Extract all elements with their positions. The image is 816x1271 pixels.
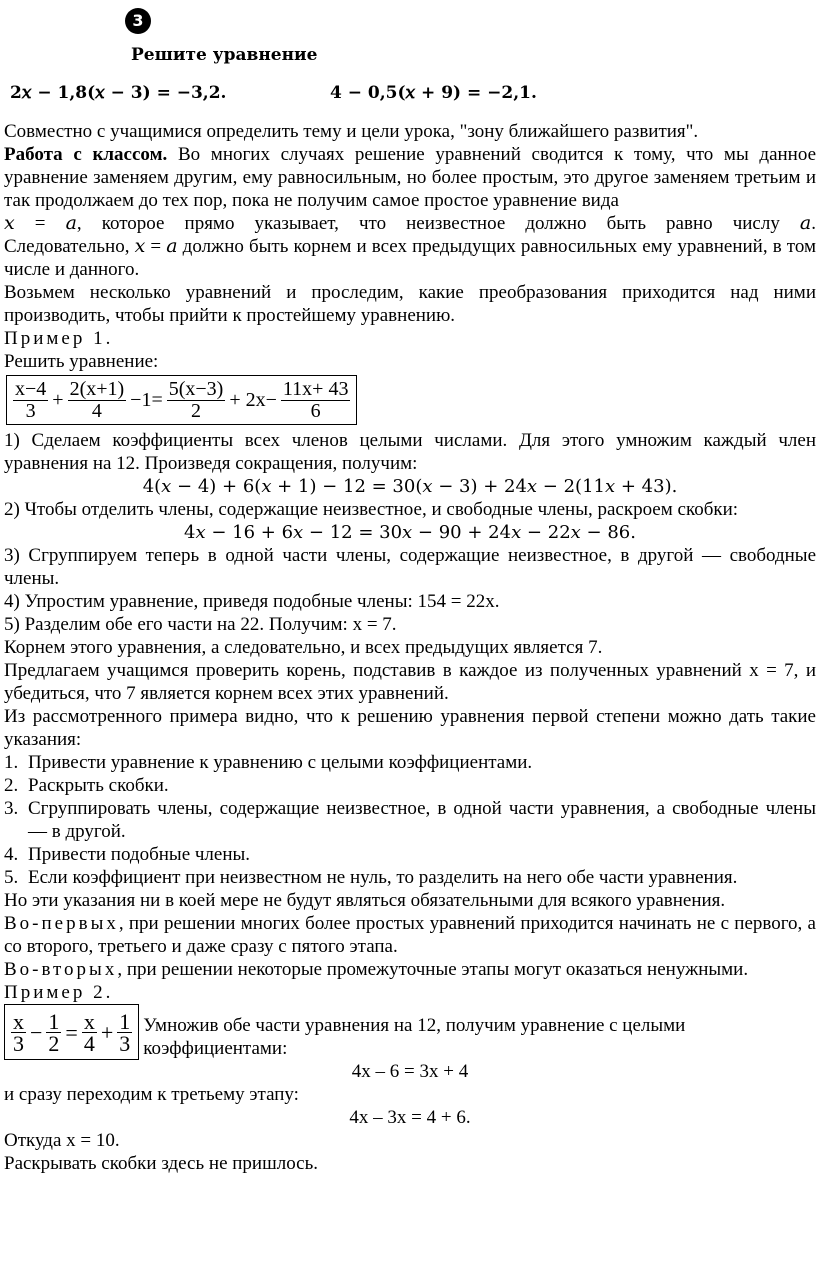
example-2-label: Пример 2. bbox=[4, 982, 114, 1003]
task-number-badge: 3 bbox=[125, 8, 151, 34]
list-item bbox=[4, 774, 816, 797]
list-item-number: 3. bbox=[4, 798, 19, 819]
first-text: , при решении многих более простых уравнений приходится начинать не с первого, а со второго, третьего и даже сразу с пятого этапа. bbox=[4, 913, 816, 957]
operator-plus: + bbox=[52, 388, 64, 411]
list-item-text: Привести подобные члены. bbox=[28, 844, 251, 865]
example-2-equation-box bbox=[4, 1004, 139, 1060]
fraction-4 bbox=[117, 1008, 132, 1056]
list-item bbox=[4, 797, 816, 843]
fraction-1-numerator: x bbox=[13, 1008, 24, 1034]
second-label: Во-вторых bbox=[4, 959, 118, 980]
example-1-solve: Решить уравнение: bbox=[4, 351, 159, 372]
example-2-equation-2: 4x – 3x = 4 + 6. bbox=[349, 1107, 471, 1128]
intro-paragraph: Совместно с учащимися определить тему и цели урока, "зону ближайшего развития". bbox=[4, 121, 699, 142]
example-2-text-1: Умножив обе части уравнения на 12, получим уравнение с целыми коэффициентами: bbox=[143, 1015, 686, 1059]
rules-note: Но эти указания ни в коей мере не будут являться обязательными для всякого уравнения. bbox=[4, 890, 726, 911]
second-paragraph bbox=[4, 958, 816, 981]
root-paragraph: Корнем этого уравнения, а следовательно, и всех предыдущих является 7. bbox=[4, 637, 603, 658]
step-3: 3) Сгруппируем теперь в одной части члены, содержащие неизвестное, в другой — свободные члены. bbox=[4, 545, 816, 589]
work-label: Работа с классом. bbox=[4, 144, 168, 165]
operator-minus: − bbox=[30, 1019, 43, 1045]
fraction-1 bbox=[13, 379, 48, 422]
example-2-text-2: и сразу переходим к третьему этапу: bbox=[4, 1084, 299, 1105]
fraction-1-denominator: 3 bbox=[13, 1030, 24, 1056]
task-equation-1: 2𝑥 − 1,8(𝑥 − 3) = −3,2. bbox=[10, 83, 227, 103]
example-2-final: Раскрывать скобки здесь не пришлось. bbox=[4, 1153, 319, 1174]
list-item-text: Сгруппировать члены, содержащие неизвестное, в одной части уравнения, а свободные члены — в другой. bbox=[28, 798, 816, 842]
fraction-4-denominator: 6 bbox=[310, 399, 321, 422]
list-item-number: 4. bbox=[4, 844, 19, 865]
document-body bbox=[4, 120, 816, 1175]
fraction-1-denominator: 3 bbox=[25, 399, 36, 422]
fraction-4-numerator: 1 bbox=[119, 1008, 131, 1034]
step-1: 1) Сделаем коэффициенты всех членов целыми числами. Для этого умножим каждый член уравнения на 12. Произведя сокращения, получим: bbox=[4, 430, 816, 474]
list-item-text: Привести уравнение к уравнению с целыми коэффициентами. bbox=[28, 752, 533, 773]
fraction-3-denominator: 4 bbox=[83, 1030, 95, 1056]
fraction-3-numerator: 5(x−3) bbox=[168, 377, 224, 400]
example-1-equation bbox=[6, 375, 816, 425]
list-item-text: Если коэффициент при неизвестном не нуль, то разделить на него обе части уравнения. bbox=[28, 867, 738, 888]
work-text-1: Во многих случаях решение уравнений сводится к тому, что мы данное уравнение заменяем другим, ему равносильным, но более простым, это другое заменяем третьим и так продолжаем до тех пор, пока не получим самое простое уравнение вида bbox=[4, 144, 816, 211]
fraction-4-numerator: 11x+ 43 bbox=[282, 377, 349, 400]
rules-intro: Из рассмотренного примера видно, что к решению уравнения первой степени можно дать такие указания: bbox=[4, 706, 816, 750]
fraction-3-numerator: x bbox=[83, 1008, 95, 1034]
list-item bbox=[4, 843, 816, 866]
task-title: Решите уравнение bbox=[131, 45, 318, 65]
step-1-equation: 4(𝑥 − 4) + 6(𝑥 + 1) − 12 = 30(𝑥 − 3) + 24𝑥 − 2(11𝑥 + 43). bbox=[142, 476, 678, 497]
first-paragraph bbox=[4, 912, 816, 958]
fraction-3 bbox=[167, 379, 226, 422]
fraction-2-numerator: 2(x+1) bbox=[69, 377, 125, 400]
step-2: 2) Чтобы отделить члены, содержащие неизвестное, и свободные члены, раскроем скобки: bbox=[4, 499, 739, 520]
list-item bbox=[4, 751, 816, 774]
example-2-equation-1: 4x – 6 = 3x + 4 bbox=[351, 1061, 469, 1082]
list-item-text: Раскрыть скобки. bbox=[28, 775, 169, 796]
fraction-3-denominator: 2 bbox=[191, 399, 202, 422]
fraction-4 bbox=[281, 379, 351, 422]
check-paragraph: Предлагаем учащимся проверить корень, подставив в каждое из полученных уравнений x = 7, и убедиться, что 7 является корнем всех этих уравнений. bbox=[4, 660, 816, 704]
fraction-4-denominator: 3 bbox=[119, 1030, 131, 1056]
fraction-2-denominator: 2 bbox=[48, 1030, 60, 1056]
list-item bbox=[4, 866, 816, 889]
step-5: 5) Разделим обе его части на 22. Получим: x = 7. bbox=[4, 614, 397, 635]
work-paragraph-2: 𝑥 = 𝑎, которое прямо указывает, что неизвестное должно быть равно числу 𝑎. bbox=[4, 213, 816, 234]
example-2-answer: Откуда x = 10. bbox=[4, 1130, 120, 1151]
list-item-number: 2. bbox=[4, 775, 19, 796]
example-1-label: Пример 1. bbox=[4, 328, 114, 349]
take-paragraph: Возьмем несколько уравнений и проследим, какие преобразования приходится над ними производить, чтобы прийти к простейшему уравнению. bbox=[4, 282, 816, 326]
fraction-2-denominator: 4 bbox=[91, 399, 102, 422]
fraction-2 bbox=[46, 1008, 61, 1056]
operator-plus-2x-minus: + 2x− bbox=[229, 388, 277, 411]
list-item-number: 5. bbox=[4, 867, 19, 888]
operator-equals: = bbox=[65, 1019, 78, 1045]
task-equation-2: 4 − 0,5(𝑥 + 9) = −2,1. bbox=[330, 83, 537, 103]
example-2-equation-line bbox=[4, 1004, 816, 1060]
work-paragraph bbox=[4, 143, 816, 212]
operator-minus-equals: −1= bbox=[130, 388, 163, 411]
step-2-equation: 4𝑥 − 16 + 6𝑥 − 12 = 30𝑥 − 90 + 24𝑥 − 22𝑥 − 86. bbox=[184, 522, 636, 543]
first-label: Во-первых bbox=[4, 913, 119, 934]
fraction-3 bbox=[82, 1008, 97, 1056]
operator-plus: + bbox=[100, 1019, 114, 1045]
fraction-1 bbox=[11, 1008, 26, 1056]
fraction-1-numerator: x−4 bbox=[15, 377, 47, 400]
step-4: 4) Упростим уравнение, приведя подобные члены: 154 = 22x. bbox=[4, 591, 500, 612]
fraction-2 bbox=[68, 379, 127, 422]
work-paragraph-3: Следовательно, 𝑥 = 𝑎 должно быть корнем и всех предыдущих равносильных ему уравнений, в том числе и данного. bbox=[4, 236, 816, 280]
list-item-number: 1. bbox=[4, 752, 19, 773]
example-1-equation-box bbox=[6, 375, 357, 425]
fraction-2-numerator: 1 bbox=[48, 1008, 60, 1034]
rules-list bbox=[4, 751, 816, 889]
second-text: , при решении некоторые промежуточные этапы могут оказаться ненужными. bbox=[117, 959, 749, 980]
